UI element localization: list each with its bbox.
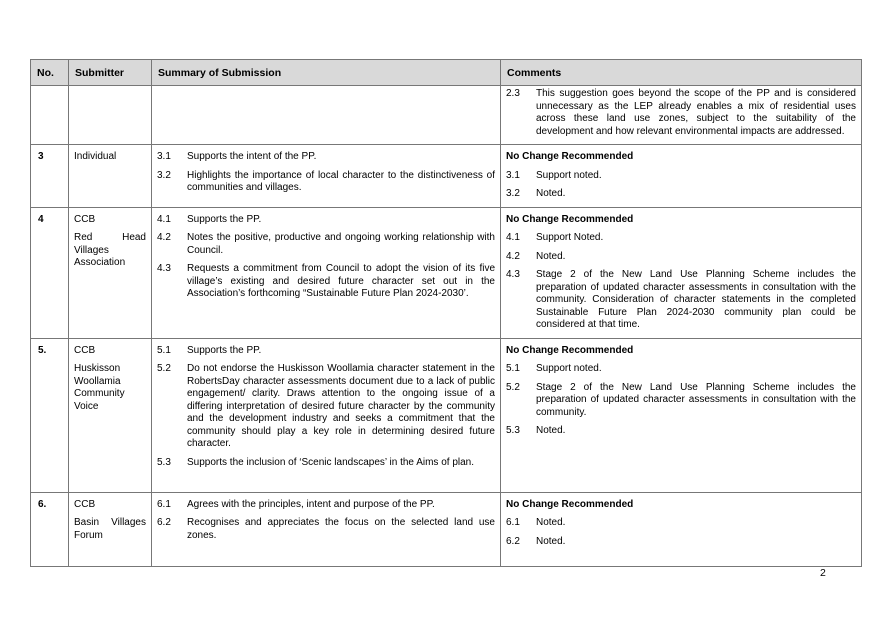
summary-item: 6.2 Recognises and appreciates the focus on the selected land use zones. [157,517,495,541]
row-comments [501,145,862,208]
recommendation-heading: No Change Recommended [506,498,634,510]
summary-item: 3.2 Highlights the importance of local character to the distinctiveness of communities and villages. [157,169,495,193]
row-submitter: Individual [69,145,152,208]
row-number: 3 [31,145,69,208]
comment-item: 2.3 This suggestion goes beyond the scope of the PP and is considered unnecessary as the LEP already enables a mix of residential uses across these land use zones, subject to the suitability of the development and how relevant environmental impacts are addressed. [506,88,856,137]
header-no: No. [31,60,69,86]
row-comments [501,207,862,338]
comment-item: 6.1 Noted. [506,517,566,528]
summary-item: 5.3 Supports the inclusion of ‘Scenic landscapes’ in the Aims of plan. [157,456,475,468]
comment-item: 5.2 Stage 2 of the New Land Use Planning Scheme includes the preparation of updated character assessments in consultation with the community. [506,381,856,418]
row-summary [152,145,501,208]
row-submitter: CCB Red Head Villages Association [69,207,152,338]
row-comments [501,492,862,566]
table-row [31,86,862,145]
summary-item: 5.2 Do not endorse the Huskisson Woollamia character statement in the RobertsDay character assessments document due to a lack of public engagement/ clarity. Draws attention to the ongoing issue of a differing interpretation of desired future character by the community and the development industry and seeks a commitment that the community should play a key role in determining desired future character. [157,363,495,449]
table-row [31,207,862,338]
header-submitter: Submitter [69,60,152,86]
comment-item: 4.1 Support Noted. [506,232,604,243]
submissions-table [30,59,862,567]
comment-item: 6.2 Noted. [506,535,566,547]
comment-item: 5.3 Noted. [506,425,566,436]
summary-item: 4.2 Notes the positive, productive and ongoing working relationship with Council. [157,232,495,256]
recommendation-heading: No Change Recommended [506,213,634,225]
comment-item: 4.3 Stage 2 of the New Land Use Planning Scheme includes the preparation of updated character assessments in consultation with the community. Consideration of character statements in the completed Sustainable Future Plan 2024-2030 community plan could be considered at that time. [506,269,856,330]
row-comments [501,338,862,492]
comment-item: 5.1 Support noted. [506,363,602,374]
recommendation-heading: No Change Recommended [506,151,634,162]
table-row [31,145,862,208]
summary-item: 4.3 Requests a commitment from Council to adopt the vision of its five village’s existing and desired future character set out in the Association’s forthcoming “Sustainable Future Plan 2024-2030’. [157,263,495,299]
summary-item: 4.1 Supports the PP. [157,213,262,225]
row-comments [501,86,862,145]
header-comments: Comments [501,60,862,86]
row-summary [152,207,501,338]
row-number: 5. [31,338,69,492]
comment-item: 4.2 Noted. [506,250,566,262]
summary-item: 5.1 Supports the PP. [157,344,262,356]
page-number: 2 [820,567,826,579]
row-submitter [69,86,152,145]
row-summary [152,338,501,492]
comment-item: 3.1 Support noted. [506,169,602,181]
header-summary: Summary of Submission [152,60,501,86]
table-row [31,492,862,566]
row-number: 6. [31,492,69,566]
comment-item: 3.2 Noted. [506,188,566,199]
row-submitter: CCB Huskisson Woollamia Community Voice [69,338,152,492]
recommendation-heading: No Change Recommended [506,344,634,356]
row-submitter: CCB Basin Villages Forum [69,492,152,566]
row-summary [152,86,501,145]
row-number: 4 [31,207,69,338]
row-number [31,86,69,145]
table-header-row [31,60,862,86]
table-row [31,338,862,492]
row-summary [152,492,501,566]
summary-item: 6.1 Agrees with the principles, intent and purpose of the PP. [157,498,435,510]
summary-item: 3.1 Supports the intent of the PP. [157,151,317,162]
